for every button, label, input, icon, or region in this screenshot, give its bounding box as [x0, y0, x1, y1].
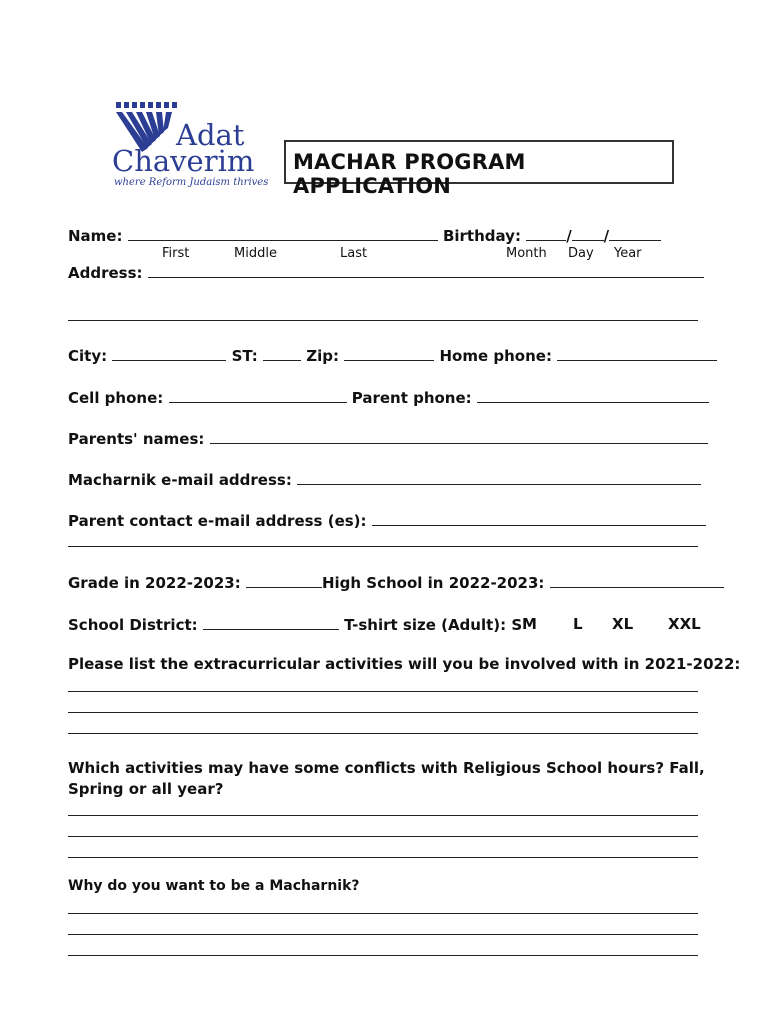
- activities-answer-line[interactable]: [68, 691, 698, 692]
- macharnik-email-row: [68, 470, 701, 489]
- date-part-year: Year: [614, 246, 642, 261]
- activities-question: Please list the extracurricular activities will you be involved with in 2021-2022:: [68, 655, 741, 673]
- parents-names-row: [68, 429, 708, 448]
- conflicts-answer-line[interactable]: [68, 857, 698, 858]
- parent-phone-label: Parent phone:: [351, 389, 472, 407]
- zip-field[interactable]: [344, 346, 434, 361]
- name-field[interactable]: [128, 226, 438, 241]
- parents-names-label: Parents' names:: [68, 430, 205, 448]
- home-phone-label: Home phone:: [439, 347, 552, 365]
- cell-phone-field[interactable]: [169, 388, 347, 403]
- page-title: MACHAR PROGRAM APPLICATION: [293, 150, 526, 198]
- logo-tagline: where Reform Judaism thrives: [114, 177, 269, 188]
- why-answer-line[interactable]: [68, 955, 698, 956]
- conflicts-answer-line[interactable]: [68, 815, 698, 816]
- tshirt-label: T-shirt size (Adult): S: [344, 616, 523, 634]
- why-question: Why do you want to be a Macharnik?: [68, 878, 360, 894]
- birth-day-field[interactable]: [572, 226, 604, 241]
- home-phone-field[interactable]: [557, 346, 717, 361]
- parent-email-row: [68, 511, 706, 530]
- logo-name-line2: Chaverim: [112, 144, 255, 178]
- parent-email-label: Parent contact e-mail address (es):: [68, 512, 367, 530]
- name-label: Name:: [68, 227, 123, 245]
- city-label: City:: [68, 347, 108, 365]
- activities-answer-line[interactable]: [68, 733, 698, 734]
- grade-label: Grade in 2022-2023:: [68, 574, 241, 592]
- parent-email-field-line2[interactable]: [68, 546, 698, 547]
- zip-label: Zip:: [306, 347, 340, 365]
- conflicts-answer-line[interactable]: [68, 836, 698, 837]
- city-field[interactable]: [112, 346, 226, 361]
- address-field-line2[interactable]: [68, 320, 698, 321]
- birthday-label: Birthday:: [442, 227, 521, 245]
- date-part-day: Day: [568, 246, 594, 261]
- date-part-month: Month: [506, 246, 547, 261]
- macharnik-email-field[interactable]: [297, 470, 701, 485]
- activities-answer-line[interactable]: [68, 712, 698, 713]
- state-field[interactable]: [263, 346, 301, 361]
- grade-field[interactable]: [246, 573, 322, 588]
- address-row: [68, 263, 704, 282]
- address-field[interactable]: [148, 263, 704, 278]
- logo-name-line1: Adat: [176, 118, 245, 152]
- tshirt-size-m[interactable]: M: [522, 615, 537, 633]
- parent-email-field[interactable]: [372, 511, 706, 526]
- birth-year-field[interactable]: [609, 226, 661, 241]
- title-box: [284, 140, 674, 198]
- birth-month-field[interactable]: [526, 226, 566, 241]
- parent-phone-field[interactable]: [477, 388, 709, 403]
- name-part-first: First: [162, 246, 190, 261]
- city-row: [68, 346, 717, 365]
- tshirt-size-xxl[interactable]: XXL: [668, 615, 701, 633]
- phone-row: [68, 388, 709, 407]
- parents-names-field[interactable]: [210, 429, 708, 444]
- school-district-label: School District:: [68, 616, 198, 634]
- high-school-label: High School in 2022-2023:: [321, 574, 545, 592]
- school-district-field[interactable]: [203, 615, 339, 630]
- name-part-last: Last: [340, 246, 368, 261]
- school-row: [68, 573, 724, 592]
- why-answer-line[interactable]: [68, 913, 698, 914]
- conflicts-question-line1: Which activities may have some conflicts with Religious School hours? Fall,: [68, 759, 705, 777]
- why-answer-line[interactable]: [68, 934, 698, 935]
- district-row: [68, 615, 522, 634]
- cell-phone-label: Cell phone:: [68, 389, 164, 407]
- name-part-middle: Middle: [234, 246, 277, 261]
- high-school-field[interactable]: [550, 573, 724, 588]
- address-label: Address:: [68, 264, 143, 282]
- state-label: ST:: [231, 347, 258, 365]
- conflicts-question-line2: Spring or all year?: [68, 780, 224, 798]
- macharnik-email-label: Macharnik e-mail address:: [68, 471, 292, 489]
- tshirt-size-xl[interactable]: XL: [612, 615, 634, 633]
- tshirt-size-l[interactable]: L: [573, 615, 583, 633]
- name-row: Name: Birthday: / /: [68, 226, 661, 245]
